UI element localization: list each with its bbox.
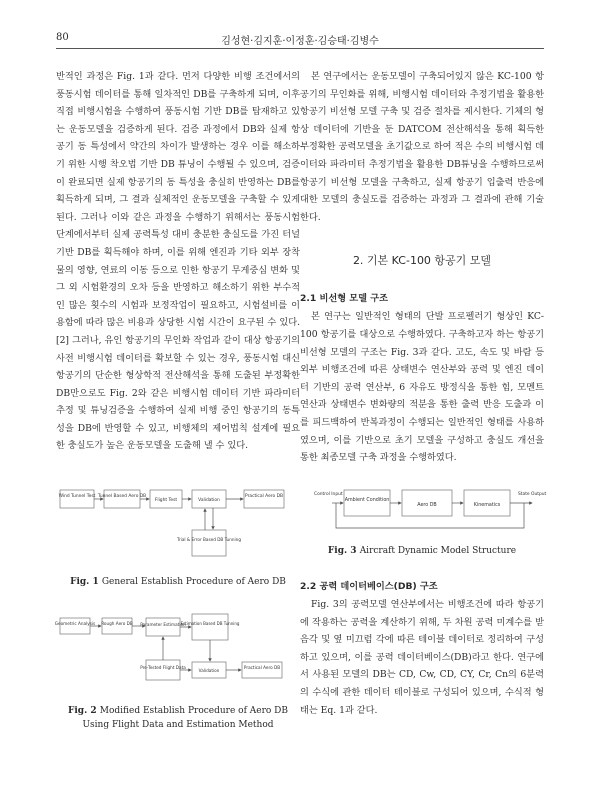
fig2-practical-db-label: Practical Aero DB [243,665,281,670]
subsection-2-1-title: 2.1 비선형 모델 구조 [300,293,388,305]
fig3-kinematics-label: Kinematics [473,503,501,508]
fig2-pre-tested-box [140,660,186,680]
fig2-practical-db-box [242,662,282,678]
fig1-tunnel-db-box [97,490,146,508]
left-column [56,68,300,455]
fig2-geometric-box [55,618,95,634]
fig3-kinematics-box [464,490,510,516]
fig3-ambient-box [344,490,390,516]
figure-2-diagram [54,612,294,688]
fig2-validation-box [192,662,226,678]
figure-1-caption [56,575,300,589]
figure-3-caption-text: Aircraft Dynamic Model Structure [359,546,517,556]
right-column [300,68,544,467]
figure-3-diagram [312,486,547,534]
section-2-title: 2. 기본 KC-100 항공기 모델 [352,254,492,268]
fig1-validation-box [192,490,226,508]
fig2-validation-label: Validation [198,668,220,673]
page-header [56,30,544,49]
fig3-aero-db-label: Aero DB [417,503,437,508]
fig3-control-input-label: Control Input [314,492,343,497]
running-authors: 김성현·김지훈·이정훈·김승태·김병수 [221,36,379,47]
figure-2-caption-text-1: Modified Establish Procedure of Aero DB [99,706,288,716]
figure-2-caption-text-2: Using Flight Data and Estimation Method [82,720,274,730]
fig1-practical-db-box [244,490,284,508]
figure-2-caption [56,704,300,732]
left-paragraph-1: 반적인 과정은 Fig. 1과 같다. 먼저 다양한 비행 조건에서의 풍동시험 데이터를 통해 일차적인 DB를 구축하게 되며, 이후 직접 비행시험을 수행하여 풍동시험 기반 DB를 탑재하고 있는 운동모델을 검증하게 된다. 검증 과정에서 DB와 실제 항공기 동 특성에서 약간의 차이가 발생하는 경우 이를 해소하기 위한 시행 착오법 기반 DB 튜닝이 수행될 수 있으며, 검증이 완료되면 실제 항공기의 동 특성을 충실히 반영하는 DB를 획득하게 되며, 그 결과 실체적인 운동모델을 구축할 수 있게 된다. 그러나 이와 같은 과정을 수행하기 위해서는 풍동시험 단계에서부터 실제 공력특성 대비 충분한 충실도를 가진 터널 기반 DB를 획득해야 하며, 이를 위해 엔진과 기타 외부 장착물의 영향, 연료의 이동 등으로 인한 항공기 무게중심 변화 및 그 외 시험환경의 오차 등을 반영하고 해소하기 위한 부수적인 많은 횟수의 시험과 보정작업이 필요하고, 시험설비를 이용함에 따라 많은 비용과 상당한 시험 시간이 요구된 수 있다.[2] 그러나, 유인 항공기의 무인화 작업과 같이 대상 항공기의 사전 비행시험 데이터를 확보할 수 있는 경우, 풍동시험 대신 항공기의 단순한 형상학적 전산해석을 통해 도출된 부정확한 DB만으로도 Fig. 2와 같은 비행시험 데이터 기반 파라미터 추정 및 튜닝검증을 수행하여 실제 비행 중인 항공기의 동특성을 DB에 반영할 수 있고, 비행체의 제어법칙 설계에 필요한 충실도가 높은 운동모델을 도출해 낼 수 있다. [56,71,300,452]
figure-1-caption-label: Fig. 1 [70,577,99,587]
fig3-ambient-label: Ambient Condition [344,498,390,503]
fig1-trial-error-label: Trial & Error Based DB Tunning [177,537,241,542]
fig2-rough-db-box [101,618,133,634]
fig3-state-output-label: State Output [518,492,547,497]
fig1-validation-label: Validation [198,498,220,503]
fig1-practical-db-label: Practical Aero DB [245,494,283,499]
fig1-tunnel-db-label: Tunnel Based Aero DB [97,494,147,499]
right-paragraph-3: Fig. 3의 공력모델 연산부에서는 비행조건에 따라 항공기에 작용하는 공력을 계산하기 위해, 두 차원 공력 미계수를 받음각 및 옆 미끄럼 각에 따른 테이블 데이터로 정리하여 구성하고 있으며, 이를 공력 데이터베이스(DB)라고 한다. 연구에서 사용된 모델의 DB는 CD, Cw, CD, CY, Cr, Cn의 6분력의 수식에 관한 데이터 테이블로 구성되어 있으며, 수식적 형태는 Eq. 1과 같다. [300,599,544,716]
fig1-wind-tunnel-box [59,490,96,508]
fig2-param-est-box [140,618,186,636]
fig1-wind-tunnel-label: Wind Tunnel Test [58,494,96,499]
figure-3-caption-label: Fig. 3 [327,546,357,556]
fig1-flight-test-box [150,490,182,508]
page-number: 80 [56,32,69,43]
right-paragraph-2: 본 연구는 일반적인 형태의 단발 프로펠러기 형상인 KC-100 항공기를 대상으로 수행하였다. 구축하고자 하는 항공기 비선형 모델의 구조는 Fig. 3과 같다. 고도, 속도 및 바람 등 외부 비행조건에 따른 상태변수 연산부와 공력 및 엔진 데이터 기반의 공력 연산부, 6 자유도 방정식을 통한 힘, 모멘트 연산과 상태변수 변화량의 적분을 통한 출력 반응 도출과 이를 피드백하여 반복과정이 수행되는 일반적인 형태를 사용하였으며, 이를 기반으로 초기 모델을 구성하고 충실도 개선을 통한 최종모델 구축 과정을 수행하였다. [300,311,544,464]
fig2-param-est-label: Parameter Estimation [140,622,186,627]
fig3-aero-db-box [402,490,452,516]
figure-1-caption-text: General Establish Procedure of Aero DB [101,577,286,587]
right-column-lower [300,574,544,719]
fig1-flight-test-label: Flight Test [154,498,178,503]
fig1-trial-error-box [176,530,241,556]
right-paragraph-1: 본 연구에서는 운동모델이 구축되어있지 않은 KC-100 항공기의 무인화를 위해, 비행시험 데이터와 추정기법을 활용한 항공기 비선형 모델 구축 및 검증 절차를 제시한다. 기체의 형상 데이터에 기반을 둔 DATCOM 전산해석을 통해 획득한 부정확한 공력모델을 초기값으로 하여 적은 수의 비행시험 데이터와 파라미터 추정기법을 활용한 DB튜닝을 수행하므로써 항공기 비선형 모델을 구축하고, 실제 항공기 입출력 반응에 대한 모델의 충실도를 검증하는 과정과 그 결과에 관해 기술한다. [300,71,544,223]
figure-1-diagram [58,486,294,568]
fig2-pre-tested-label: Pre-Tested Flight Data [140,665,186,670]
fig2-est-based-label: Estimation Based DB Tunning [180,621,240,626]
figure-2-caption-label: Fig. 2 [67,706,97,716]
figure-3-caption [300,544,544,558]
subsection-2-2-title: 2.2 공력 데이터베이스(DB) 구조 [300,581,438,592]
fig2-rough-db-label: Rough Aero DB [101,621,133,626]
fig2-geometric-label: Geometric Analysis [54,621,96,626]
